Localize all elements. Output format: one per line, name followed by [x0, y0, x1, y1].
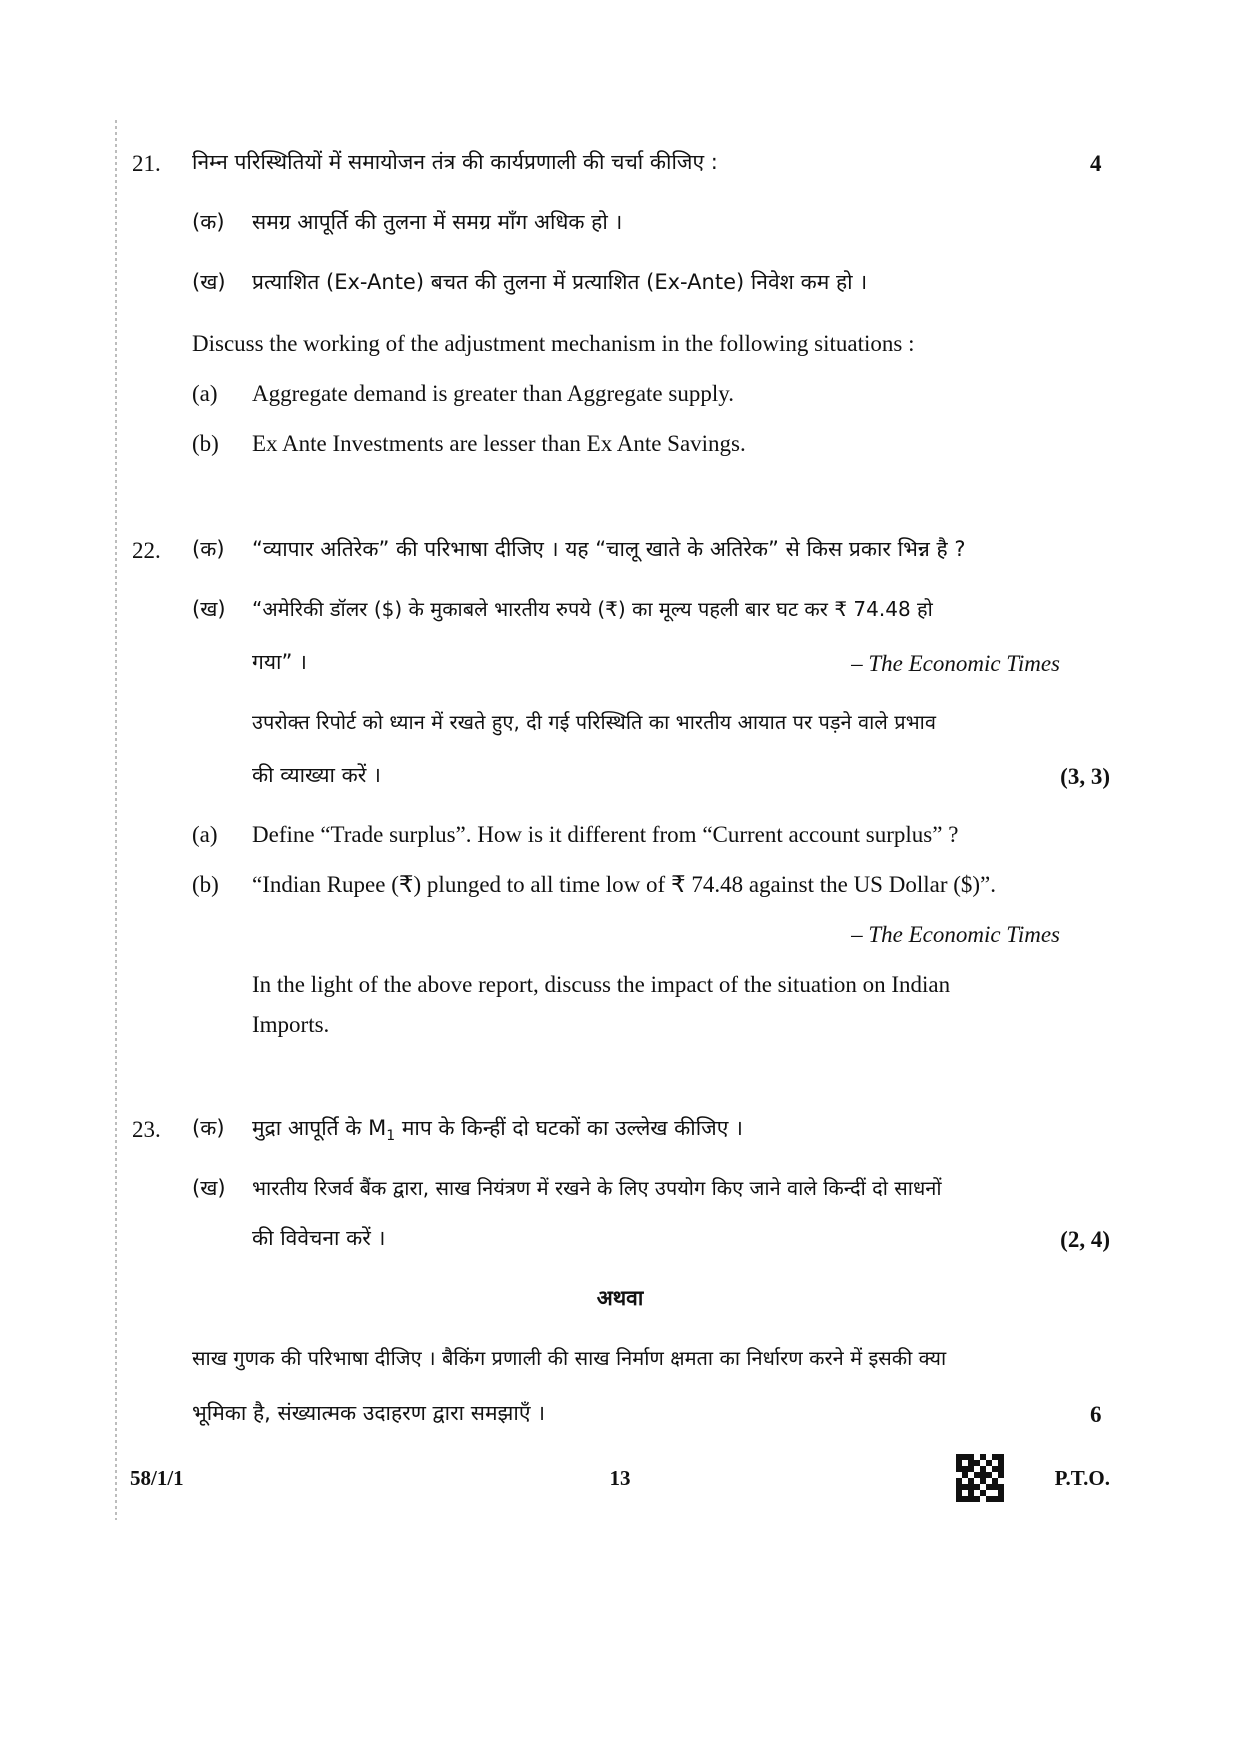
q22-hindi-a-label: (क) [192, 537, 225, 561]
q23-hindi-a-post: माप के किन्हीं दो घटकों का उल्लेख कीजिए । [395, 1116, 743, 1140]
page-number: 13 [609, 1466, 631, 1490]
q21-english-a-text: Aggregate demand is greater than Aggregate supply. [252, 381, 734, 406]
q22-english-b-line2: In the light of the above report, discuss the impact of the situation on Indian [252, 972, 951, 997]
q22-hindi-b-line3: उपरोक्त रिपोर्ट को ध्यान में रखते हुए, दी गई परिस्थिति का भारतीय आयात पर पड़ने वाले प्रभाव [252, 710, 936, 734]
q23-hindi-b-label: (ख) [192, 1176, 226, 1200]
q22-hindi-b-line2: गया” । [252, 650, 307, 674]
pto-label: P.T.O. [1054, 1466, 1110, 1490]
qr-code-icon [956, 1454, 1004, 1502]
q21-hindi-stem: निम्न परिस्थितियों में समायोजन तंत्र की कार्यप्रणाली की चर्चा कीजिए : [192, 150, 718, 174]
or-question-marks: 6 [1090, 1402, 1102, 1427]
q22-hindi-b-label: (ख) [192, 597, 226, 621]
q23-marks: (2, 4) [1060, 1227, 1110, 1252]
q23-hindi-a-pre: मुद्रा आपूर्ति के M [252, 1116, 387, 1140]
q22-hindi-b-line4: की व्याख्या करें । [252, 763, 381, 787]
q23-number: 23. [132, 1117, 161, 1142]
q23-hindi-b-line1: भारतीय रिजर्व बैंक द्वारा, साख नियंत्रण में रखने के लिए उपयोग किए जाने वाले किन्दीं दो साधनों [252, 1176, 942, 1200]
or-question-line1: साख गुणक की परिभाषा दीजिए । बैकिंग प्रणाली की साख निर्माण क्षमता का निर्धारण करने में इसकी क्या [192, 1346, 947, 1370]
q21-english-b-text: Ex Ante Investments are lesser than Ex Ante Savings. [252, 431, 746, 456]
q22-english-a-label: (a) [192, 822, 218, 847]
paper-code: 58/1/1 [130, 1466, 184, 1490]
q22-english-a-text: Define “Trade surplus”. How is it different from “Current account surplus” ? [252, 822, 959, 847]
q22-hindi-b-line1: “अमेरिकी डॉलर ($) के मुकाबले भारतीय रुपये (₹) का मूल्य पहली बार घट कर ₹ 74.48 हो [252, 597, 933, 621]
q21-hindi-b-text: प्रत्याशित (Ex-Ante) बचत की तुलना में प्रत्याशित (Ex-Ante) निवेश कम हो । [252, 270, 868, 294]
q22-english-source: – The Economic Times [851, 922, 1060, 947]
q23-hindi-a-subscript: 1 [386, 1128, 396, 1145]
margin-dotted-line [115, 120, 117, 1520]
q21-english-stem: Discuss the working of the adjustment mechanism in the following situations : [192, 331, 915, 356]
q21-english-a-label: (a) [192, 381, 218, 406]
q22-hindi-source: – The Economic Times [851, 651, 1060, 676]
q21-hindi-b-label: (ख) [192, 270, 226, 294]
q22-number: 22. [132, 538, 161, 563]
or-label: अथवा [596, 1286, 644, 1310]
or-question-line2: भूमिका है, संख्यात्मक उदाहरण द्वारा समझाएँ । [192, 1401, 546, 1425]
q23-hindi-a-label: (क) [192, 1116, 225, 1140]
q23-hindi-b-line2: की विवेचना करें । [252, 1226, 386, 1250]
q23-hindi-a-text [252, 1118, 743, 1143]
q21-english-b-label: (b) [192, 431, 219, 456]
q22-english-b-line3: Imports. [252, 1012, 330, 1037]
q21-number: 21. [132, 151, 161, 176]
q22-english-b-text: “Indian Rupee (₹) plunged to all time low of ₹ 74.48 against the US Dollar ($)”. [252, 872, 997, 897]
q21-marks: 4 [1090, 151, 1102, 176]
q22-marks: (3, 3) [1060, 764, 1110, 789]
q22-hindi-a-text: “व्यापार अतिरेक” की परिभाषा दीजिए । यह “चालू खाते के अतिरेक” से किस प्रकार भिन्न है ? [252, 537, 966, 561]
q21-hindi-a-text: समग्र आपूर्ति की तुलना में समग्र माँग अधिक हो । [252, 210, 623, 234]
q22-english-b-label: (b) [192, 872, 219, 897]
q21-hindi-a-label: (क) [192, 210, 225, 234]
